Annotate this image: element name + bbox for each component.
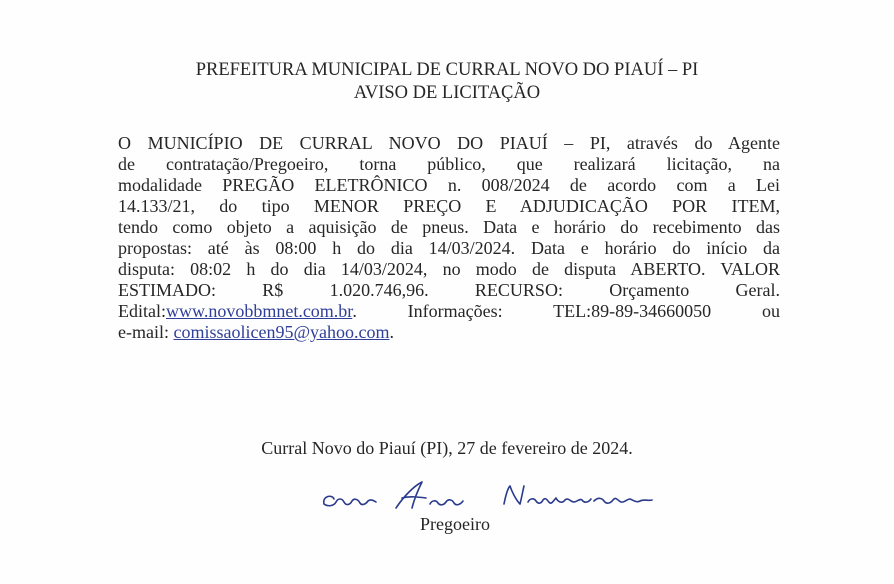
- body-line: de contratação/Pregoeiro, torna público, que realizará licitação, na: [118, 154, 780, 174]
- body-line: O MUNICÍPIO DE CURRAL NOVO DO PIAUÍ – PI, através do Agente: [118, 133, 780, 153]
- edital-label: Edital:: [118, 301, 166, 321]
- body-line: propostas: até às 08:00 h do dia 14/03/2024. Data e horário do início da: [118, 238, 780, 258]
- email-trailing-period: .: [389, 322, 395, 342]
- contact-phone-text: . Informações: TEL:89-89-34660050 ou: [352, 301, 780, 321]
- notice-header: [0, 59, 894, 105]
- body-line: tendo como objeto a aquisição de pneus. Data e horário do recebimento das: [118, 217, 780, 237]
- signer-role: Pregoeiro: [420, 514, 490, 534]
- handwritten-signature: [318, 474, 678, 518]
- notice-body: [118, 133, 780, 343]
- body-line: modalidade PREGÃO ELETRÔNICO n. 008/2024 de acordo com a Lei: [118, 175, 780, 195]
- header-municipality: PREFEITURA MUNICIPAL DE CURRAL NOVO DO PIAUÍ – PI: [195, 60, 699, 80]
- place-date-line: Curral Novo do Piauí (PI), 27 de fevereiro de 2024.: [261, 438, 633, 458]
- header-notice-title: AVISO DE LICITAÇÃO: [353, 83, 541, 103]
- edital-website-link[interactable]: www.novobbmnet.com.br: [166, 301, 353, 321]
- body-line: disputa: 08:02 h do dia 14/03/2024, no modo de disputa ABERTO. VALOR: [118, 259, 780, 279]
- body-line-edital: [118, 301, 780, 322]
- email-link[interactable]: comissaolicen95@yahoo.com: [173, 322, 390, 342]
- body-line: 14.133/21, do tipo MENOR PREÇO E ADJUDICAÇÃO POR ITEM,: [118, 196, 780, 216]
- body-line: ESTIMADO: R$ 1.020.746,96. RECURSO: Orçamento Geral.: [118, 280, 780, 300]
- email-label: e-mail:: [118, 322, 174, 342]
- body-line-email: [118, 322, 780, 343]
